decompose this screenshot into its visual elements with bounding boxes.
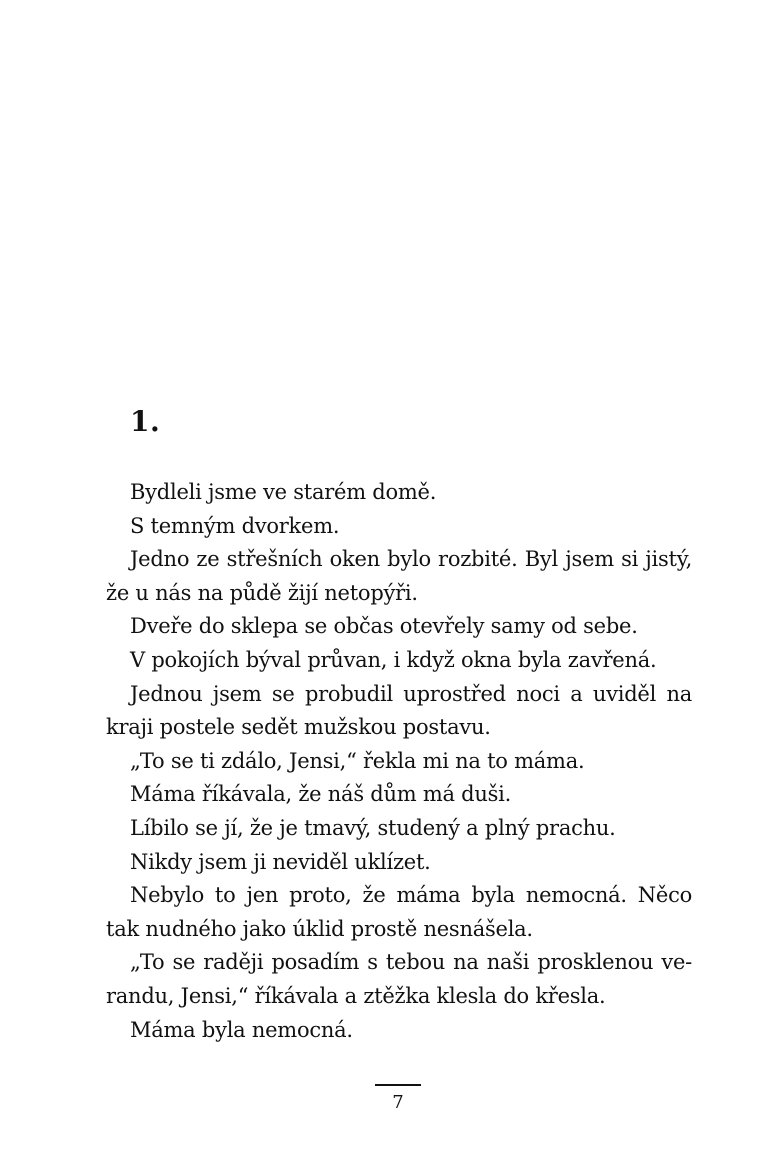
text-line: S temným dvorkem. bbox=[130, 513, 340, 538]
chapter-text bbox=[106, 476, 692, 1047]
text-line: že u nás na půdě žijí netopýři. bbox=[106, 580, 418, 605]
chapter-title: 1. bbox=[130, 405, 161, 438]
page-number-rule bbox=[375, 1084, 421, 1086]
text-line: V pokojích býval průvan, i když okna byla zavřená. bbox=[130, 647, 657, 672]
text-line: kraji postele sedět mužskou postavu. bbox=[106, 715, 491, 740]
text-line: Máma říkávala, že náš dům má duši. bbox=[130, 782, 512, 807]
text-line: tak nudného jako úklid prostě nesnášela. bbox=[106, 916, 533, 941]
text-line: Jednou jsem se probudil uprostřed noci a uviděl na bbox=[130, 681, 692, 706]
text-line: Nikdy jsem ji neviděl uklízet. bbox=[130, 849, 431, 874]
text-line: Jedno ze střešních oken bylo rozbité. Byl jsem si jistý, bbox=[130, 547, 692, 572]
text-line: „To se raději posadím s tebou na naši prosklenou ve- bbox=[130, 950, 692, 975]
text-line: „To se ti zdálo, Jensi,“ řekla mi na to máma. bbox=[130, 748, 585, 773]
text-line: Bydleli jsme ve starém domě. bbox=[130, 480, 437, 504]
text-line: randu, Jensi,“ říkávala a ztěžka klesla do křesla. bbox=[106, 983, 606, 1008]
text-line: Líbilo se jí, že je tmavý, studený a plný prachu. bbox=[130, 815, 616, 840]
page-number: 7 bbox=[392, 1092, 404, 1113]
text-line: Máma byla nemocná. bbox=[130, 1017, 353, 1042]
text-line: Dveře do sklepa se občas otevřely samy od sebe. bbox=[130, 614, 638, 639]
text-line: Nebylo to jen proto, že máma byla nemocná. Něco bbox=[130, 883, 692, 908]
